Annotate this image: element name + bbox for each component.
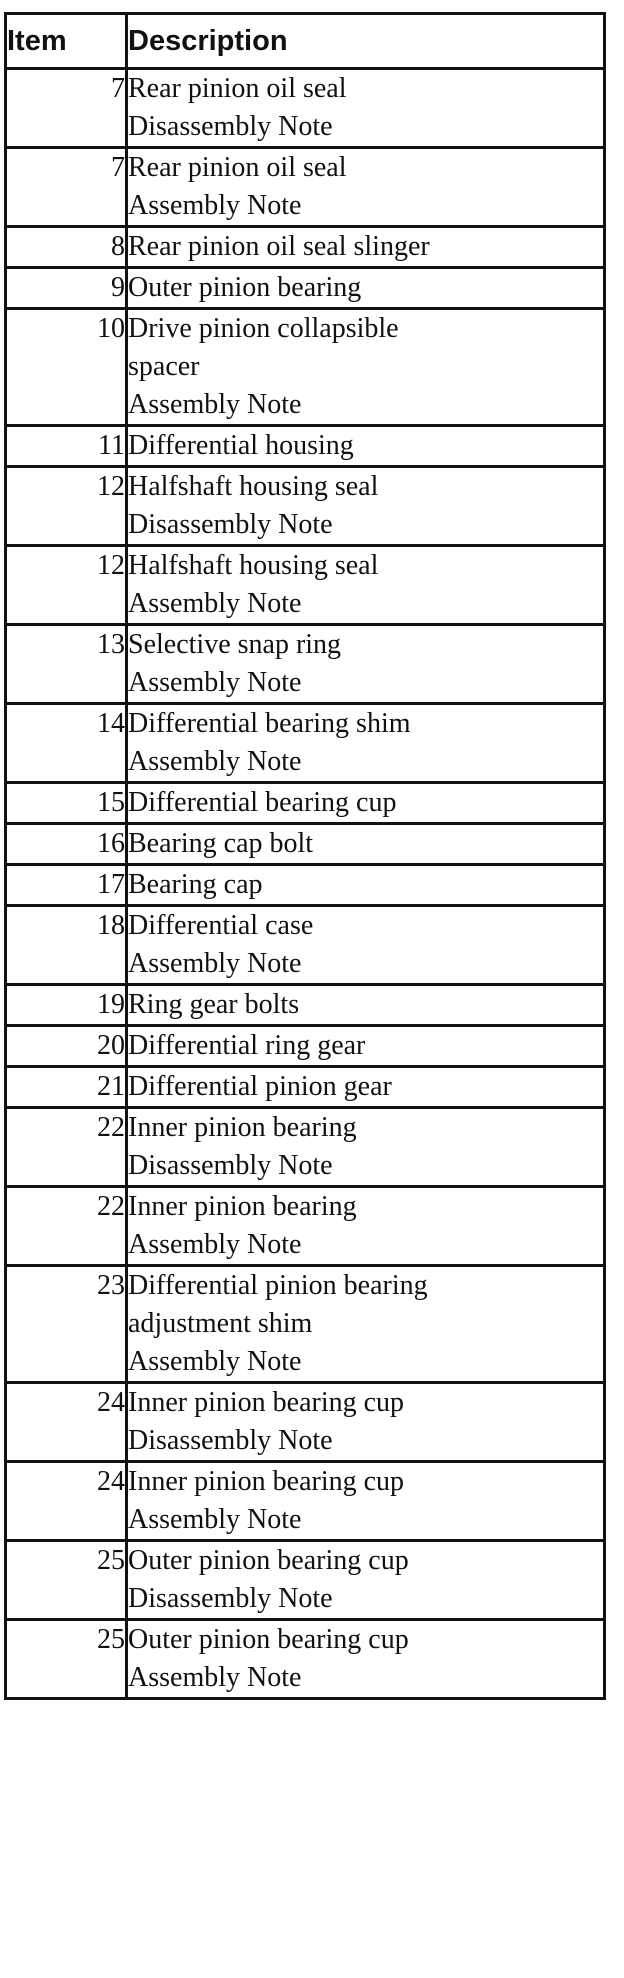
table-row — [6, 227, 605, 268]
table-row — [6, 1108, 605, 1187]
description-line: Differential case — [128, 910, 314, 941]
description-line: Halfshaft housing seal — [128, 471, 379, 502]
description-line: Differential bearing cup — [128, 787, 397, 818]
description-cell — [127, 268, 605, 309]
item-number: 16 — [6, 824, 127, 865]
table-row — [6, 426, 605, 467]
table-row — [6, 309, 605, 426]
item-number: 22 — [6, 1187, 127, 1266]
item-number: 10 — [6, 309, 127, 426]
description-cell — [127, 69, 605, 148]
description-cell — [127, 824, 605, 865]
description-line: Assembly Note — [128, 1346, 302, 1377]
description-cell — [127, 1108, 605, 1187]
item-number: 24 — [6, 1383, 127, 1462]
description-line: Assembly Note — [128, 948, 302, 979]
description-line: Bearing cap bolt — [128, 828, 314, 859]
item-number: 18 — [6, 906, 127, 985]
table-row — [6, 467, 605, 546]
description-line: Assembly Note — [128, 588, 302, 619]
item-number: 11 — [6, 426, 127, 467]
description-line: Inner pinion bearing cup — [128, 1466, 405, 1497]
item-number: 25 — [6, 1620, 127, 1699]
item-number: 8 — [6, 227, 127, 268]
description-cell — [127, 704, 605, 783]
description-line: Rear pinion oil seal slinger — [128, 231, 430, 262]
description-line: Halfshaft housing seal — [128, 550, 379, 581]
description-cell — [127, 1026, 605, 1067]
description-line: Assembly Note — [128, 389, 302, 420]
description-line: Inner pinion bearing cup — [128, 1387, 405, 1418]
description-cell — [127, 985, 605, 1026]
description-line: Differential pinion bearing — [128, 1270, 428, 1301]
item-number: 22 — [6, 1108, 127, 1187]
description-line: Assembly Note — [128, 1504, 302, 1535]
description-cell — [127, 1383, 605, 1462]
table-row — [6, 865, 605, 906]
description-cell — [127, 625, 605, 704]
description-line: Outer pinion bearing cup — [128, 1624, 409, 1655]
table-row — [6, 268, 605, 309]
description-line: Differential bearing shim — [128, 708, 411, 739]
description-cell — [127, 906, 605, 985]
description-line: Rear pinion oil seal — [128, 73, 347, 104]
description-cell — [127, 1541, 605, 1620]
table-row — [6, 1026, 605, 1067]
description-line: Inner pinion bearing — [128, 1112, 357, 1143]
description-cell — [127, 309, 605, 426]
description-cell — [127, 467, 605, 546]
table-row — [6, 546, 605, 625]
item-column-header: Item — [6, 14, 127, 69]
table-row — [6, 1266, 605, 1383]
description-line: Rear pinion oil seal — [128, 152, 347, 183]
description-line: Assembly Note — [128, 1229, 302, 1260]
table-row — [6, 783, 605, 824]
table-row — [6, 1541, 605, 1620]
description-line: Assembly Note — [128, 1662, 302, 1693]
item-number: 9 — [6, 268, 127, 309]
item-number: 17 — [6, 865, 127, 906]
item-number: 12 — [6, 467, 127, 546]
item-number: 13 — [6, 625, 127, 704]
description-cell — [127, 148, 605, 227]
description-line: Assembly Note — [128, 667, 302, 698]
description-cell — [127, 1266, 605, 1383]
description-line: Disassembly Note — [128, 111, 333, 142]
description-line: Differential ring gear — [128, 1030, 366, 1061]
description-line: Bearing cap — [128, 869, 263, 900]
description-cell — [127, 1187, 605, 1266]
item-number: 15 — [6, 783, 127, 824]
table-row — [6, 906, 605, 985]
table-row — [6, 1067, 605, 1108]
description-cell — [127, 227, 605, 268]
item-number: 14 — [6, 704, 127, 783]
item-number: 19 — [6, 985, 127, 1026]
description-cell — [127, 865, 605, 906]
description-line: Ring gear bolts — [128, 989, 300, 1020]
description-cell — [127, 783, 605, 824]
description-cell — [127, 546, 605, 625]
description-line: Outer pinion bearing — [128, 272, 362, 303]
description-line: Disassembly Note — [128, 1150, 333, 1181]
description-cell — [127, 1067, 605, 1108]
table-row — [6, 1620, 605, 1699]
description-line: Drive pinion collapsible — [128, 313, 399, 344]
description-line: Differential housing — [128, 430, 354, 461]
parts-table-body — [6, 69, 605, 1699]
table-row — [6, 625, 605, 704]
item-number: 21 — [6, 1067, 127, 1108]
description-cell — [127, 426, 605, 467]
description-cell — [127, 1462, 605, 1541]
item-number: 12 — [6, 546, 127, 625]
item-number: 20 — [6, 1026, 127, 1067]
description-line: Differential pinion gear — [128, 1071, 392, 1102]
table-row — [6, 1187, 605, 1266]
description-line: Inner pinion bearing — [128, 1191, 357, 1222]
description-cell — [127, 1620, 605, 1699]
table-row — [6, 69, 605, 148]
item-number: 25 — [6, 1541, 127, 1620]
description-line: Assembly Note — [128, 190, 302, 221]
table-row — [6, 148, 605, 227]
item-number: 23 — [6, 1266, 127, 1383]
item-number: 24 — [6, 1462, 127, 1541]
description-line: Selective snap ring — [128, 629, 342, 660]
item-number: 7 — [6, 69, 127, 148]
description-line: Assembly Note — [128, 746, 302, 777]
description-line: Outer pinion bearing cup — [128, 1545, 409, 1576]
item-number: 7 — [6, 148, 127, 227]
table-row — [6, 704, 605, 783]
table-row — [6, 824, 605, 865]
table-row — [6, 1383, 605, 1462]
description-line: Disassembly Note — [128, 509, 333, 540]
table-row — [6, 985, 605, 1026]
description-line: adjustment shim — [128, 1308, 313, 1339]
description-line: Disassembly Note — [128, 1425, 333, 1456]
table-header-row — [6, 14, 605, 69]
parts-table — [4, 12, 606, 1700]
description-line: Disassembly Note — [128, 1583, 333, 1614]
table-row — [6, 1462, 605, 1541]
description-line: spacer — [128, 351, 200, 382]
description-column-header: Description — [127, 14, 605, 69]
